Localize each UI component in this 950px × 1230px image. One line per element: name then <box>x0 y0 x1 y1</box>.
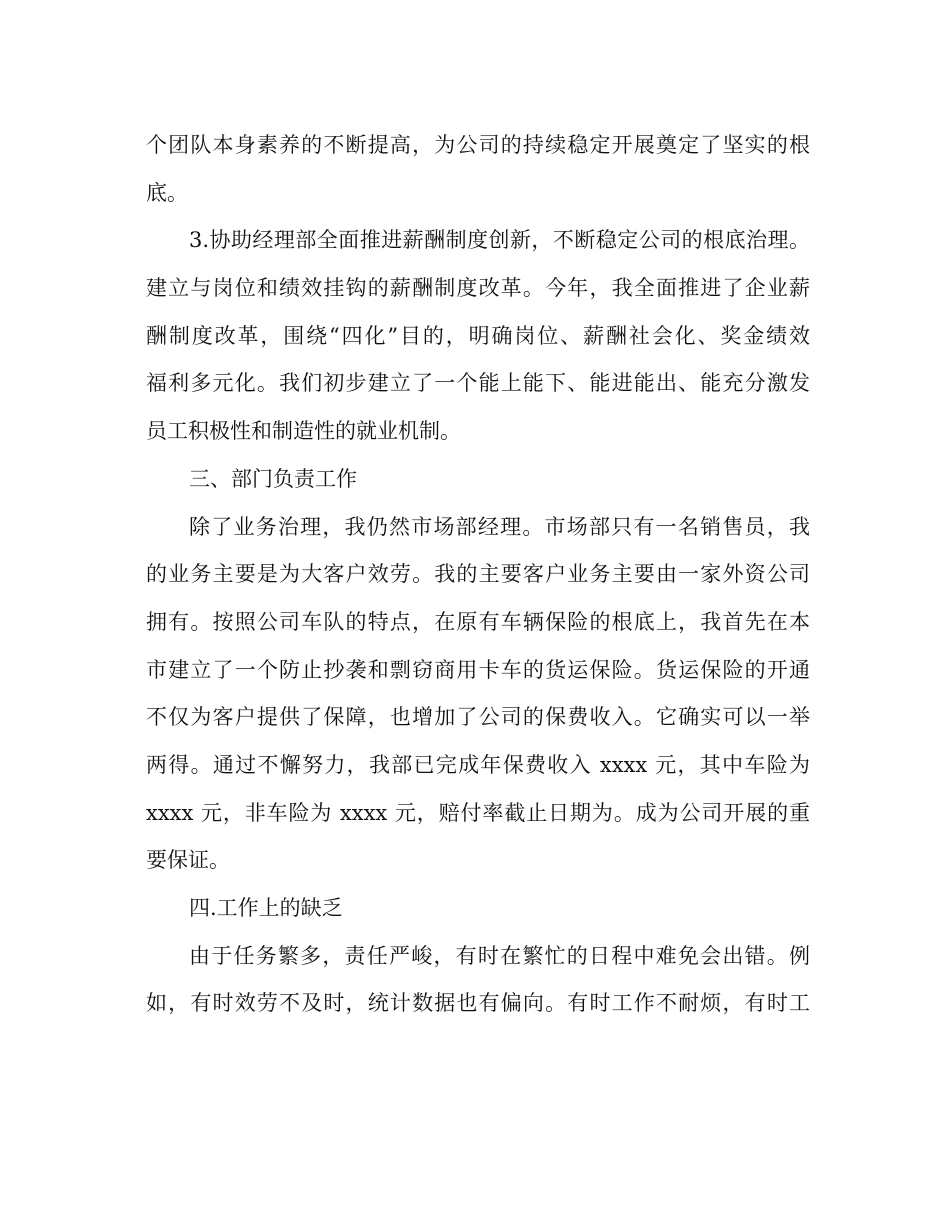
text-line: 不仅为客户提供了保障，也增加了公司的保费收入。它确实可以一举 <box>146 705 810 730</box>
text-line: 四.工作上的缺乏 <box>189 896 343 920</box>
text-line: 员工积极性和制造性的就业机制。 <box>146 419 461 444</box>
text-line: 酬制度改革，围绕“四化”目的，明确岗位、薪酬社会化、奖金绩效 <box>146 323 810 348</box>
text-line: 建立与岗位和绩效挂钩的薪酬制度改革。今年，我全面推进了企业薪 <box>146 276 810 301</box>
text-line: 3.协助经理部全面推进薪酬制度创新，不断稳定公司的根底治理。 <box>189 228 810 253</box>
text-line: 如，有时效劳不及时，统计数据也有偏向。有时工作不耐烦，有时工 <box>146 991 810 1016</box>
text-line: 福利多元化。我们初步建立了一个能上能下、能进能出、能充分激发 <box>146 371 810 396</box>
text-line: 三、部门负责工作 <box>189 466 357 491</box>
text-line: 个团队本身素养的不断提高，为公司的持续稳定开展奠定了坚实的根 <box>146 133 810 157</box>
text-line: 要保证。 <box>146 848 230 873</box>
text-line: 底。 <box>146 180 188 205</box>
text-line: 由于任务繁多，责任严峻，有时在繁忙的日程中难免会出错。例 <box>189 943 810 968</box>
text-line: 市建立了一个防止抄袭和剽窃商用卡车的货运保险。货运保险的开通 <box>146 657 810 682</box>
text-line: 拥有。按照公司车队的特点，在原有车辆保险的根底上，我首先在本 <box>146 609 810 634</box>
text-line: 两得。通过不懈努力，我部已完成年保费收入 xxxx 元，其中车险为 <box>146 752 810 777</box>
text-line: xxxx 元，非车险为 xxxx 元，赔付率截止日期为。成为公司开展的重 <box>146 800 810 825</box>
body-text <box>146 122 810 1028</box>
text-line: 的业务主要是为大客户效劳。我的主要客户业务主要由一家外资公司 <box>146 562 810 587</box>
text-line: 除了业务治理，我仍然市场部经理。市场部只有一名销售员，我 <box>189 514 810 539</box>
